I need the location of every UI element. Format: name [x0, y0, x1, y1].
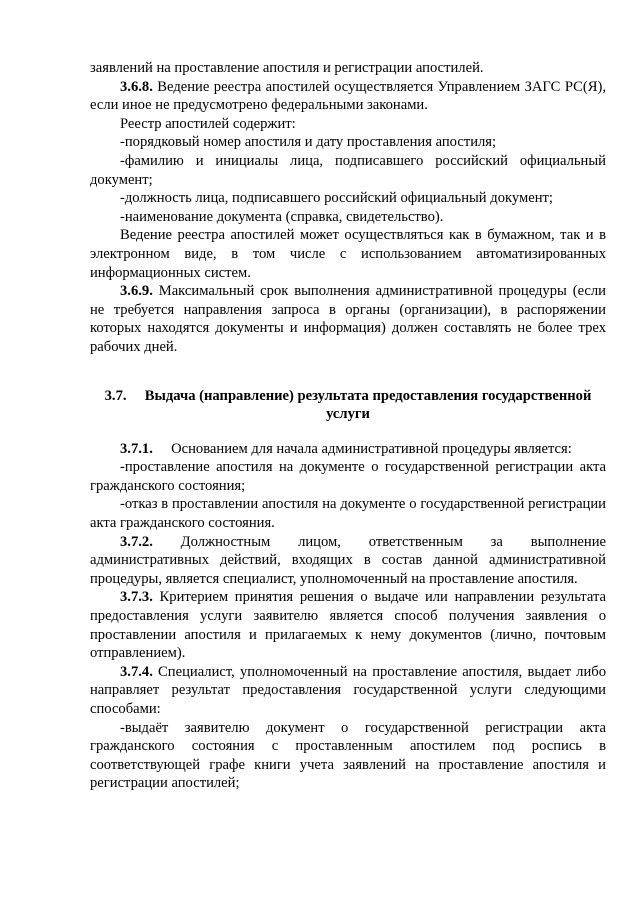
- list-item: [90, 458, 606, 495]
- paragraph-text: Должностным лицом, ответственным за выполнение административных действий, входящих в состав данной административной процедуры, является специалист, уполномоченный на проставление апостиля.: [90, 533, 606, 587]
- paragraph-text: -отказ в проставлении апостиля на документе о государственной регистрации акта гражданского состояния.: [90, 496, 606, 532]
- paragraph: [90, 59, 606, 78]
- paragraph-text: -фамилию и инициалы лица, подписавшего российский официальный документ;: [90, 152, 606, 188]
- list-item: [90, 133, 606, 152]
- paragraph-text: Критерием принятия решения о выдаче или направлении результата предоставления услуги заявителю является способ получения заявления о проставлении апостиля и прилагаемых к нему документов (лично, почтовым отправлением).: [90, 589, 606, 662]
- clause-number: 3.6.8.: [120, 78, 153, 95]
- paragraph: [90, 115, 606, 134]
- paragraph-text: -проставление апостиля на документе о государственной регистрации акта гражданского состояния;: [90, 459, 606, 494]
- paragraph-text: -порядковый номер апостиля и дату проставления апостиля;: [120, 134, 497, 151]
- clause-number: 3.7.3.: [120, 589, 153, 606]
- paragraph: [90, 588, 606, 662]
- list-item: [90, 189, 606, 208]
- list-item: [90, 152, 606, 189]
- paragraph-text: -должность лица, подписавшего российский официальный документ;: [120, 190, 553, 207]
- paragraph: [90, 663, 606, 719]
- paragraph: [90, 440, 606, 459]
- list-item: [90, 495, 606, 532]
- paragraph-text: Основанием для начала административной процедуры является:: [152, 440, 572, 457]
- section-heading: 3.7. Выдача (направление) результата предоставления государственной услуги: [104, 387, 596, 423]
- paragraph-text: -выдаёт заявителю документ о государственной регистрации акта гражданского состояния с проставленным апостилем под роспись в соответствующей графе книги учета заявлений на проставление апостиля и регистрации апостилей;: [90, 719, 606, 792]
- paragraph-text: заявлений на проставление апостиля и регистрации апостилей.: [90, 60, 484, 76]
- paragraph-text: Реестр апостилей содержит:: [120, 115, 296, 132]
- paragraph: [90, 533, 606, 589]
- paragraph: [90, 226, 606, 282]
- clause-number: 3.7.2.: [120, 533, 153, 550]
- paragraph: [90, 282, 606, 356]
- paragraph-text: -наименование документа (справка, свидетельство).: [120, 208, 444, 225]
- clause-number: 3.6.9.: [120, 283, 153, 300]
- document-body: [90, 59, 606, 793]
- clause-number: 3.7.4.: [120, 663, 153, 680]
- clause-number: 3.7.1.: [120, 440, 153, 457]
- paragraph: [90, 78, 606, 115]
- list-item: [90, 719, 606, 793]
- paragraph-text: Ведение реестра апостилей осуществляется Управлением ЗАГС РС(Я), если иное не предусмотрено федеральными законами.: [90, 78, 606, 114]
- list-item: [90, 208, 606, 227]
- paragraph-text: Максимальный срок выполнения административной процедуры (если не требуется направления запроса в органы (организации), в распоряжении которых находятся документы и информация) должен составлять не более трех рабочих дней.: [90, 283, 606, 355]
- paragraph-text: Специалист, уполномоченный на проставление апостиля, выдает либо направляет результат предоставления государственной услуги следующими способами:: [90, 663, 606, 717]
- paragraph-text: Ведение реестра апостилей может осуществляться как в бумажном, так и в электронном виде, в том числе с использованием автоматизированных информационных систем.: [90, 227, 606, 281]
